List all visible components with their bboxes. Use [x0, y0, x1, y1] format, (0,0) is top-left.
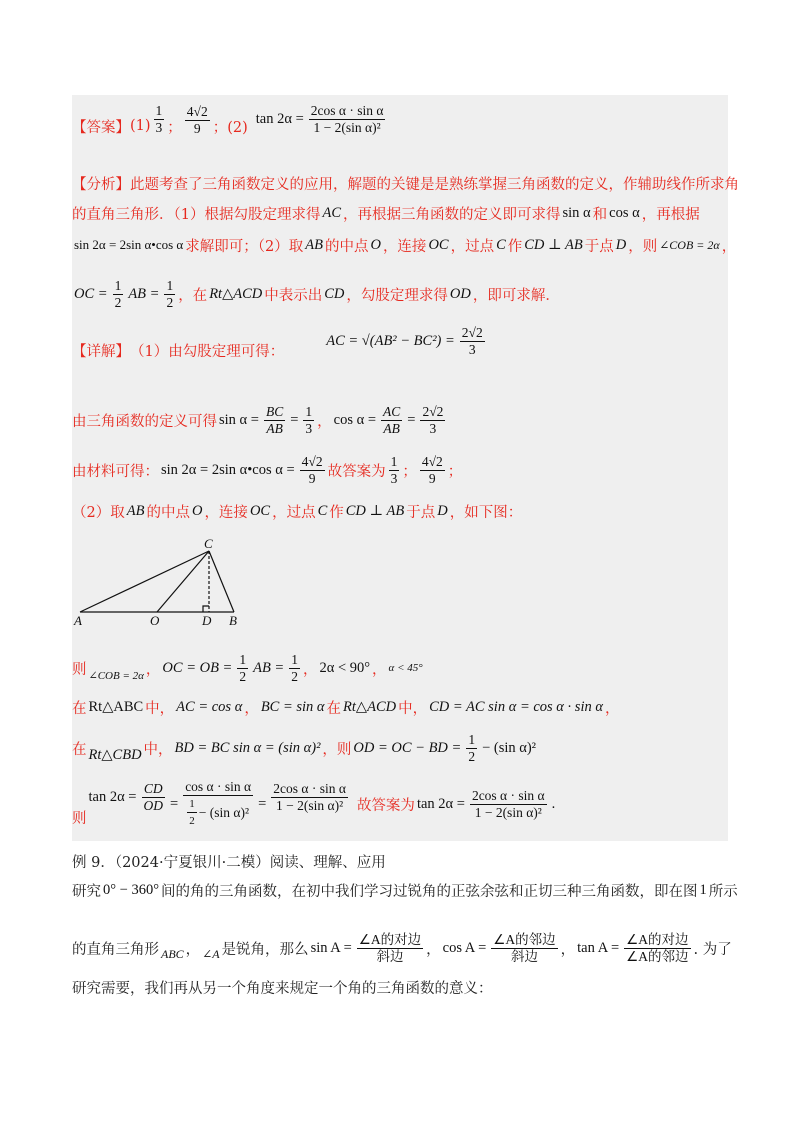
- detail-line-1: 【详解】 （1）由勾股定理可得： AC = √(AB² − BC²) = $\frac{2√2}{3}$: [72, 324, 483, 360]
- detail-label: 【详解】: [72, 343, 130, 360]
- right-angle-mark: [203, 606, 209, 612]
- label-a: A: [74, 613, 82, 626]
- answer-part1: (1): [130, 118, 151, 134]
- fraction-4root2-9: $\frac{4√2}{9}$: [186, 103, 208, 136]
- example-paragraph-1: 研究 0° − 360° 间的角的三角函数，在初中我们学习过锐角的正弦余弦和正切三种三角函数，即在图 1 所示: [72, 881, 738, 900]
- analysis-line-1: 【分析】 此题考查了三角函数定义的应用，解题的关键是是熟练掌握三角函数的定义，作辅助线作所求角: [72, 172, 739, 194]
- segment-ac: [80, 551, 209, 612]
- detail-line-8: 则 tan 2α = $\frac{CD}{OD}$ = cos α · sin α $\frac{1}{2}$ − (sin α)² = $\frac{\text{2cos α · sin α}}{\text{1 − 2(sin α)²}}$ 故答案为 tan 2α = $\frac{\text{2cos α · sin α}}{\text{1 − 2(sin α)²}}$ .: [72, 779, 556, 827]
- detail-line-3: 由材料可得： sin 2α = 2sin α•cos α = $\frac{4√2}{9}$ 故答案为 $\frac{1}{3}$ ； $\frac{4√2}{9}$ ；: [72, 453, 463, 486]
- label-c: C: [204, 536, 213, 551]
- fraction-1-3: $\frac{1}{3}$: [155, 102, 163, 135]
- analysis-label: 【分析】: [72, 176, 130, 193]
- detail-line-6: 在 Rt△ABC 中， AC = cos α ， BC = sin α 在 Rt△ACD 中， CD = AC sin α = cos α · sin α ，: [72, 698, 620, 717]
- example-title: 例 9．（2024·宁夏银川·二模）阅读、理解、应用: [72, 854, 386, 871]
- label-d: D: [202, 613, 212, 626]
- detail-line-7: 在 Rt△CBD 中， BD = BC sin α = (sin α)² ，则 OD = OC − BD = $\frac{1}{2}$ − (sin α)²: [72, 731, 537, 764]
- segment-cb: [209, 551, 234, 612]
- triangle-figure: [72, 536, 272, 626]
- label-o: O: [150, 613, 160, 626]
- example-paragraph-3: 研究需要，我们再从另一个角度来规定一个角的三角函数的意义：: [72, 980, 493, 997]
- example-paragraph-2: 的直角三角形 ABC ， ∠A 是锐角，那么 sin A = $\frac{\text{∠A的对边}}{\text{斜边}}$ ， cos A = $\frac{\text{∠A的邻边}}{\text{斜边}}$ ， tan A = $\frac{\text{∠A的对边}}{\text{∠A的邻边}}$ . 为了: [72, 931, 732, 964]
- tan2a-lhs: tan 2α =: [255, 110, 304, 127]
- analysis-line-4: OC = $\frac{1}{2}$ AB = $\frac{1}{2}$ ，在 Rt△ACD 中表示出 CD ，勾股定理求得 OD ，即可求解．: [74, 277, 560, 310]
- tan2a-fraction: $\frac{\text{2cos α · sin α}}{\text{1 − 2(sin α)²}}$: [310, 102, 384, 135]
- analysis-line-2: 的直角三角形．（1）根据勾股定理求得 AC ，再根据三角函数的定义即可求得 sin α 和 cos α ，再根据: [72, 204, 700, 223]
- detail-line-2: 由三角函数的定义可得 sin α = $\frac{BC}{AB}$ = $\frac{1}{3}$ ， cos α = $\frac{AC}{AB}$ = $\frac{2√2}{3}$: [72, 403, 444, 436]
- segment-oc: [157, 551, 209, 612]
- analysis-line-3: sin 2α = 2sin α•cos α 求解即可；（2）取 AB 的中点 O ，连接 OC ，过点 C 作 CD ⊥ AB 于点 D ，则 ∠COB = 2α ，: [74, 236, 737, 255]
- detail-line-4: （2）取 AB 的中点 O ，连接 OC ，过点 C 作 CD ⊥ AB 于点 D ，如下图：: [72, 502, 523, 521]
- answer-line: 【答案】 (1) $\frac{1}{3}$ ； $\frac{4√2}{9}$ ；(2) tan 2α = $\frac{\text{2cos α · sin α}}{\text{1 − 2(sin α)²}}$: [72, 102, 384, 136]
- detail-line-5: 则 ∠COB = 2α ， OC = OB = $\frac{1}{2}$ AB = $\frac{1}{2}$ ， 2α < 90° ， α < 45°: [72, 651, 423, 684]
- label-b: B: [229, 613, 237, 626]
- answer-label: 【答案】: [72, 119, 130, 136]
